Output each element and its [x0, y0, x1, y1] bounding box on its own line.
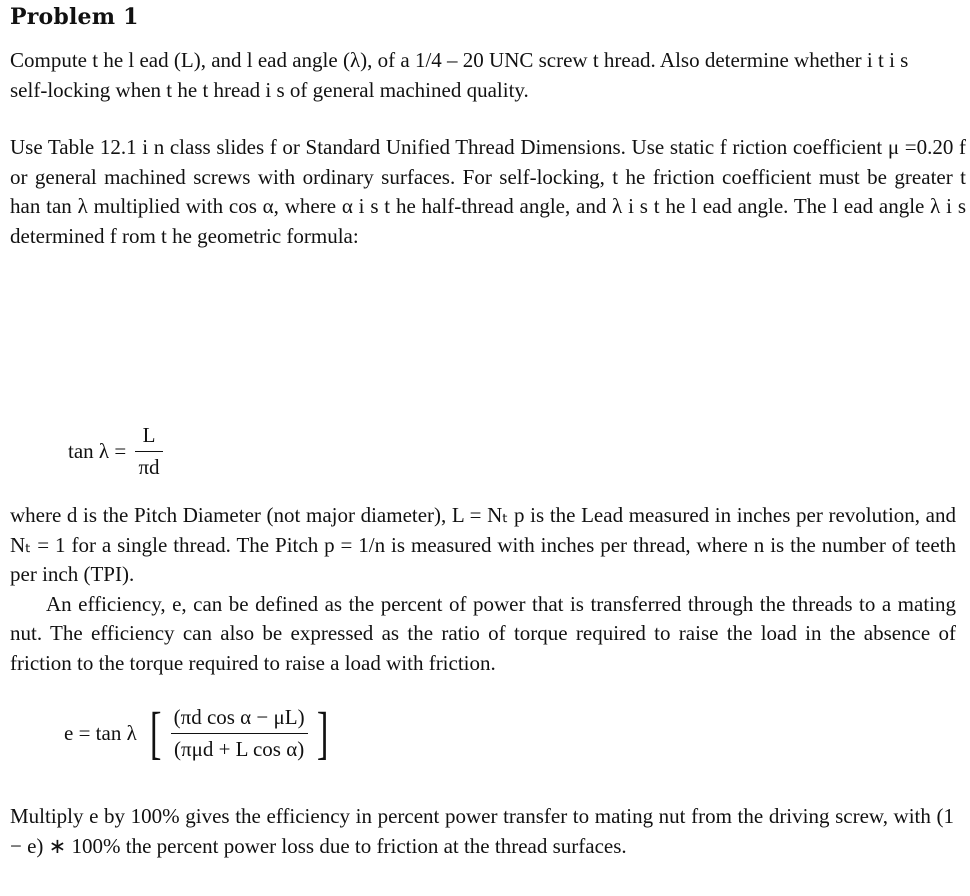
efficiency-equation — [64, 700, 332, 765]
definitions-text: where d is the Pitch Diameter (not major diameter), L = Nₜ p is the Lead measured in inches per revolution, and Nₜ = 1 for a single thread. The Pitch p = 1/n is measured with inches per thread, where n is the number of teeth per inch (TPI). — [10, 503, 956, 586]
problem-title: Problem 1 — [10, 4, 139, 30]
fraction-numerator: L — [135, 423, 162, 452]
conclusion-paragraph: Multiply e by 100% gives the efficiency in percent power transfer to mating nut from the driving screw, with (1 − e) ∗ 100% the percent power loss due to friction at the thread surfaces. — [10, 804, 954, 858]
open-bracket: [ — [149, 700, 162, 765]
problem-statement: Compute t he l ead (L), and l ead angle (λ), of a 1/4 – 20 UNC screw t hread. Also determine whether i t i s self-locking when t he t hread i s of general machined quality. — [10, 48, 909, 102]
fraction-denominator: πd — [138, 455, 160, 479]
equation-lhs: tan λ = — [68, 439, 127, 463]
definitions-paragraph — [10, 501, 956, 678]
instructions-paragraph: Use Table 12.1 i n class slides f or Standard Unified Thread Dimensions. Use static f riction coefficient μ =0.20 f or general machined screws with ordinary surfaces. For self-locking, t he friction coefficient must be greater t han tan λ multiplied with cos α, where α i s t he half-thread angle, and λ i s t he l ead angle. The l ead angle λ i s determined f rom t he geometric formula: — [10, 135, 966, 248]
equation-fraction — [135, 423, 162, 480]
fraction-numerator: (πd cos α − μL) — [171, 705, 308, 734]
efficiency-text: An efficiency, e, can be defined as the percent of power that is transferred through the threads to a mating nut. The efficiency can also be expressed as the ratio of torque required to raise the load in the absence of friction to the torque required to raise a load with friction. — [10, 591, 956, 675]
equation-lhs: e = tan λ — [64, 720, 137, 745]
lead-angle-equation — [68, 423, 163, 480]
fraction-denominator: (πμd + L cos α) — [173, 736, 305, 761]
equation-fraction — [171, 705, 308, 762]
close-bracket: ] — [316, 700, 329, 765]
